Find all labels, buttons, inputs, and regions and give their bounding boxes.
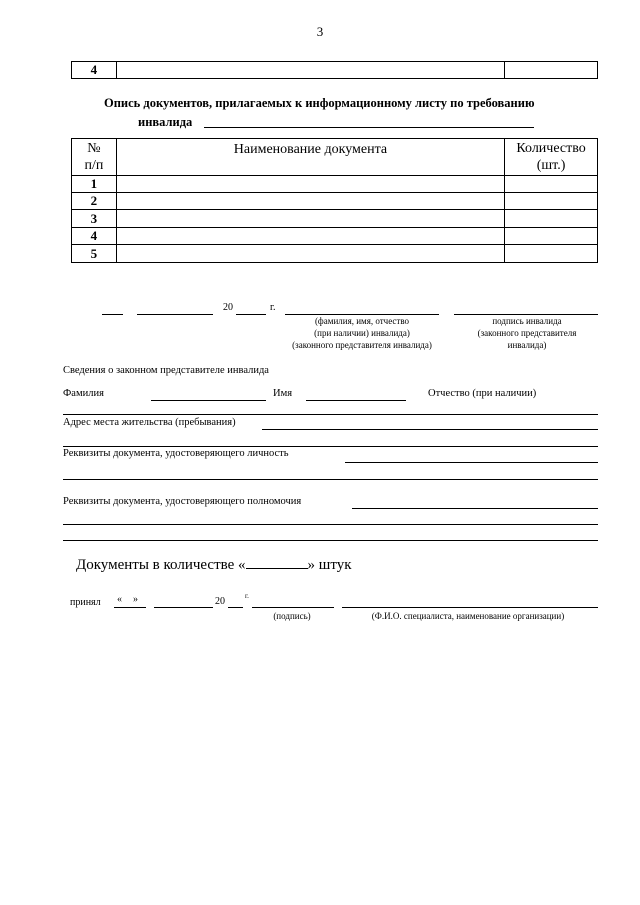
row-number: 5: [72, 245, 117, 263]
month-field-line[interactable]: [137, 314, 213, 315]
previous-table-row: [71, 61, 598, 79]
identity-document-label: Реквизиты документа, удостоверяющего личность: [63, 448, 289, 459]
row-qty-cell[interactable]: [505, 62, 598, 79]
accepted-day-field[interactable]: [114, 607, 146, 608]
accepted-year-prefix: 20: [215, 596, 225, 607]
row-number: 2: [72, 193, 117, 210]
accepted-year-field[interactable]: [228, 607, 243, 608]
signature-caption: [452, 315, 602, 351]
patronymic-label: Отчество (при наличии): [428, 388, 537, 399]
address-field-line2[interactable]: [63, 446, 598, 447]
day-field-line[interactable]: [102, 314, 123, 315]
row-name-cell[interactable]: [116, 193, 504, 210]
signature-caption-line1: подпись инвалида: [492, 316, 562, 326]
documents-count-line: [76, 556, 352, 574]
signature-caption-line2: (законного представителя: [477, 328, 577, 338]
identity-document-field-line2[interactable]: [63, 479, 598, 480]
row-number: 4: [72, 62, 117, 79]
authority-document-field[interactable]: [352, 508, 598, 509]
row-name-cell[interactable]: [116, 176, 504, 193]
col-header-qty: [505, 139, 598, 176]
year-suffix: г.: [270, 302, 276, 313]
fio-caption-line2: (при наличии) инвалида): [314, 328, 410, 338]
year-prefix: 20: [223, 302, 233, 313]
table-row: [72, 228, 598, 245]
documents-count-prefix: Документы в количестве «: [76, 557, 246, 573]
table-header-row: [72, 139, 598, 176]
row-qty-cell[interactable]: [505, 193, 598, 210]
year-field-line[interactable]: [236, 314, 266, 315]
address-label: Адрес места жительства (пребывания): [63, 417, 236, 428]
address-field[interactable]: [262, 429, 598, 430]
table-row: [72, 245, 598, 263]
accepted-year-suffix: г.: [245, 592, 249, 600]
row-qty-cell[interactable]: [505, 245, 598, 263]
inventory-title-line2: инвалида: [138, 115, 193, 129]
row-name-cell[interactable]: [116, 228, 504, 245]
row-number: 4: [72, 228, 117, 245]
accepted-close-quote: »: [133, 594, 138, 605]
authority-document-field-line3[interactable]: [63, 540, 598, 541]
row-name-cell[interactable]: [116, 62, 504, 79]
name-field[interactable]: [306, 400, 406, 401]
fio-caption: [282, 315, 442, 351]
accepted-specialist-caption: (Ф.И.О. специалиста, наименование организации): [371, 611, 565, 621]
inventory-owner-line[interactable]: [204, 127, 534, 128]
table-row: [72, 176, 598, 193]
surname-field[interactable]: [151, 400, 266, 401]
col-qty-line2: (шт.): [536, 158, 566, 173]
accepted-signature-caption: (подпись): [273, 611, 311, 621]
col-qty-line1: Количество: [516, 141, 586, 156]
accepted-signature-field[interactable]: [252, 607, 334, 608]
table-row: [72, 193, 598, 210]
accepted-month-field[interactable]: [154, 607, 213, 608]
col-num-line1: №: [87, 141, 101, 156]
representative-heading: Сведения о законном представителе инвалида: [63, 365, 269, 376]
identity-document-field[interactable]: [345, 462, 598, 463]
col-num-line2: п/п: [84, 158, 104, 173]
name-label: Имя: [273, 388, 293, 399]
row-qty-cell[interactable]: [505, 210, 598, 228]
fio-caption-line1: (фамилия, имя, отчество: [314, 316, 410, 326]
row-name-cell[interactable]: [116, 245, 504, 263]
authority-document-label: Реквизиты документа, удостоверяющего полномочия: [63, 496, 302, 507]
row-number: 1: [72, 176, 117, 193]
row-qty-cell[interactable]: [505, 176, 598, 193]
row-qty-cell[interactable]: [505, 228, 598, 245]
documents-count-suffix: » штук: [307, 557, 352, 573]
table-row: [72, 210, 598, 228]
accepted-label: принял: [70, 597, 101, 608]
row-number: 3: [72, 210, 117, 228]
col-header-name: Наименование документа: [116, 139, 504, 176]
inventory-title: Опись документов, прилагаемых к информационному листу по требованию: [104, 96, 535, 110]
inventory-table: [71, 138, 598, 263]
row-name-cell[interactable]: [116, 210, 504, 228]
patronymic-field[interactable]: [63, 414, 598, 415]
page-number: 3: [316, 24, 324, 39]
col-header-num: [72, 139, 117, 176]
signature-caption-line3: инвалида): [507, 340, 547, 350]
documents-count-field[interactable]: [246, 556, 308, 569]
accepted-open-quote: «: [117, 594, 122, 605]
fio-caption-line3: (законного представителя инвалида): [292, 340, 432, 350]
accepted-specialist-field[interactable]: [342, 607, 598, 608]
authority-document-field-line2[interactable]: [63, 524, 598, 525]
surname-label: Фамилия: [63, 388, 104, 399]
